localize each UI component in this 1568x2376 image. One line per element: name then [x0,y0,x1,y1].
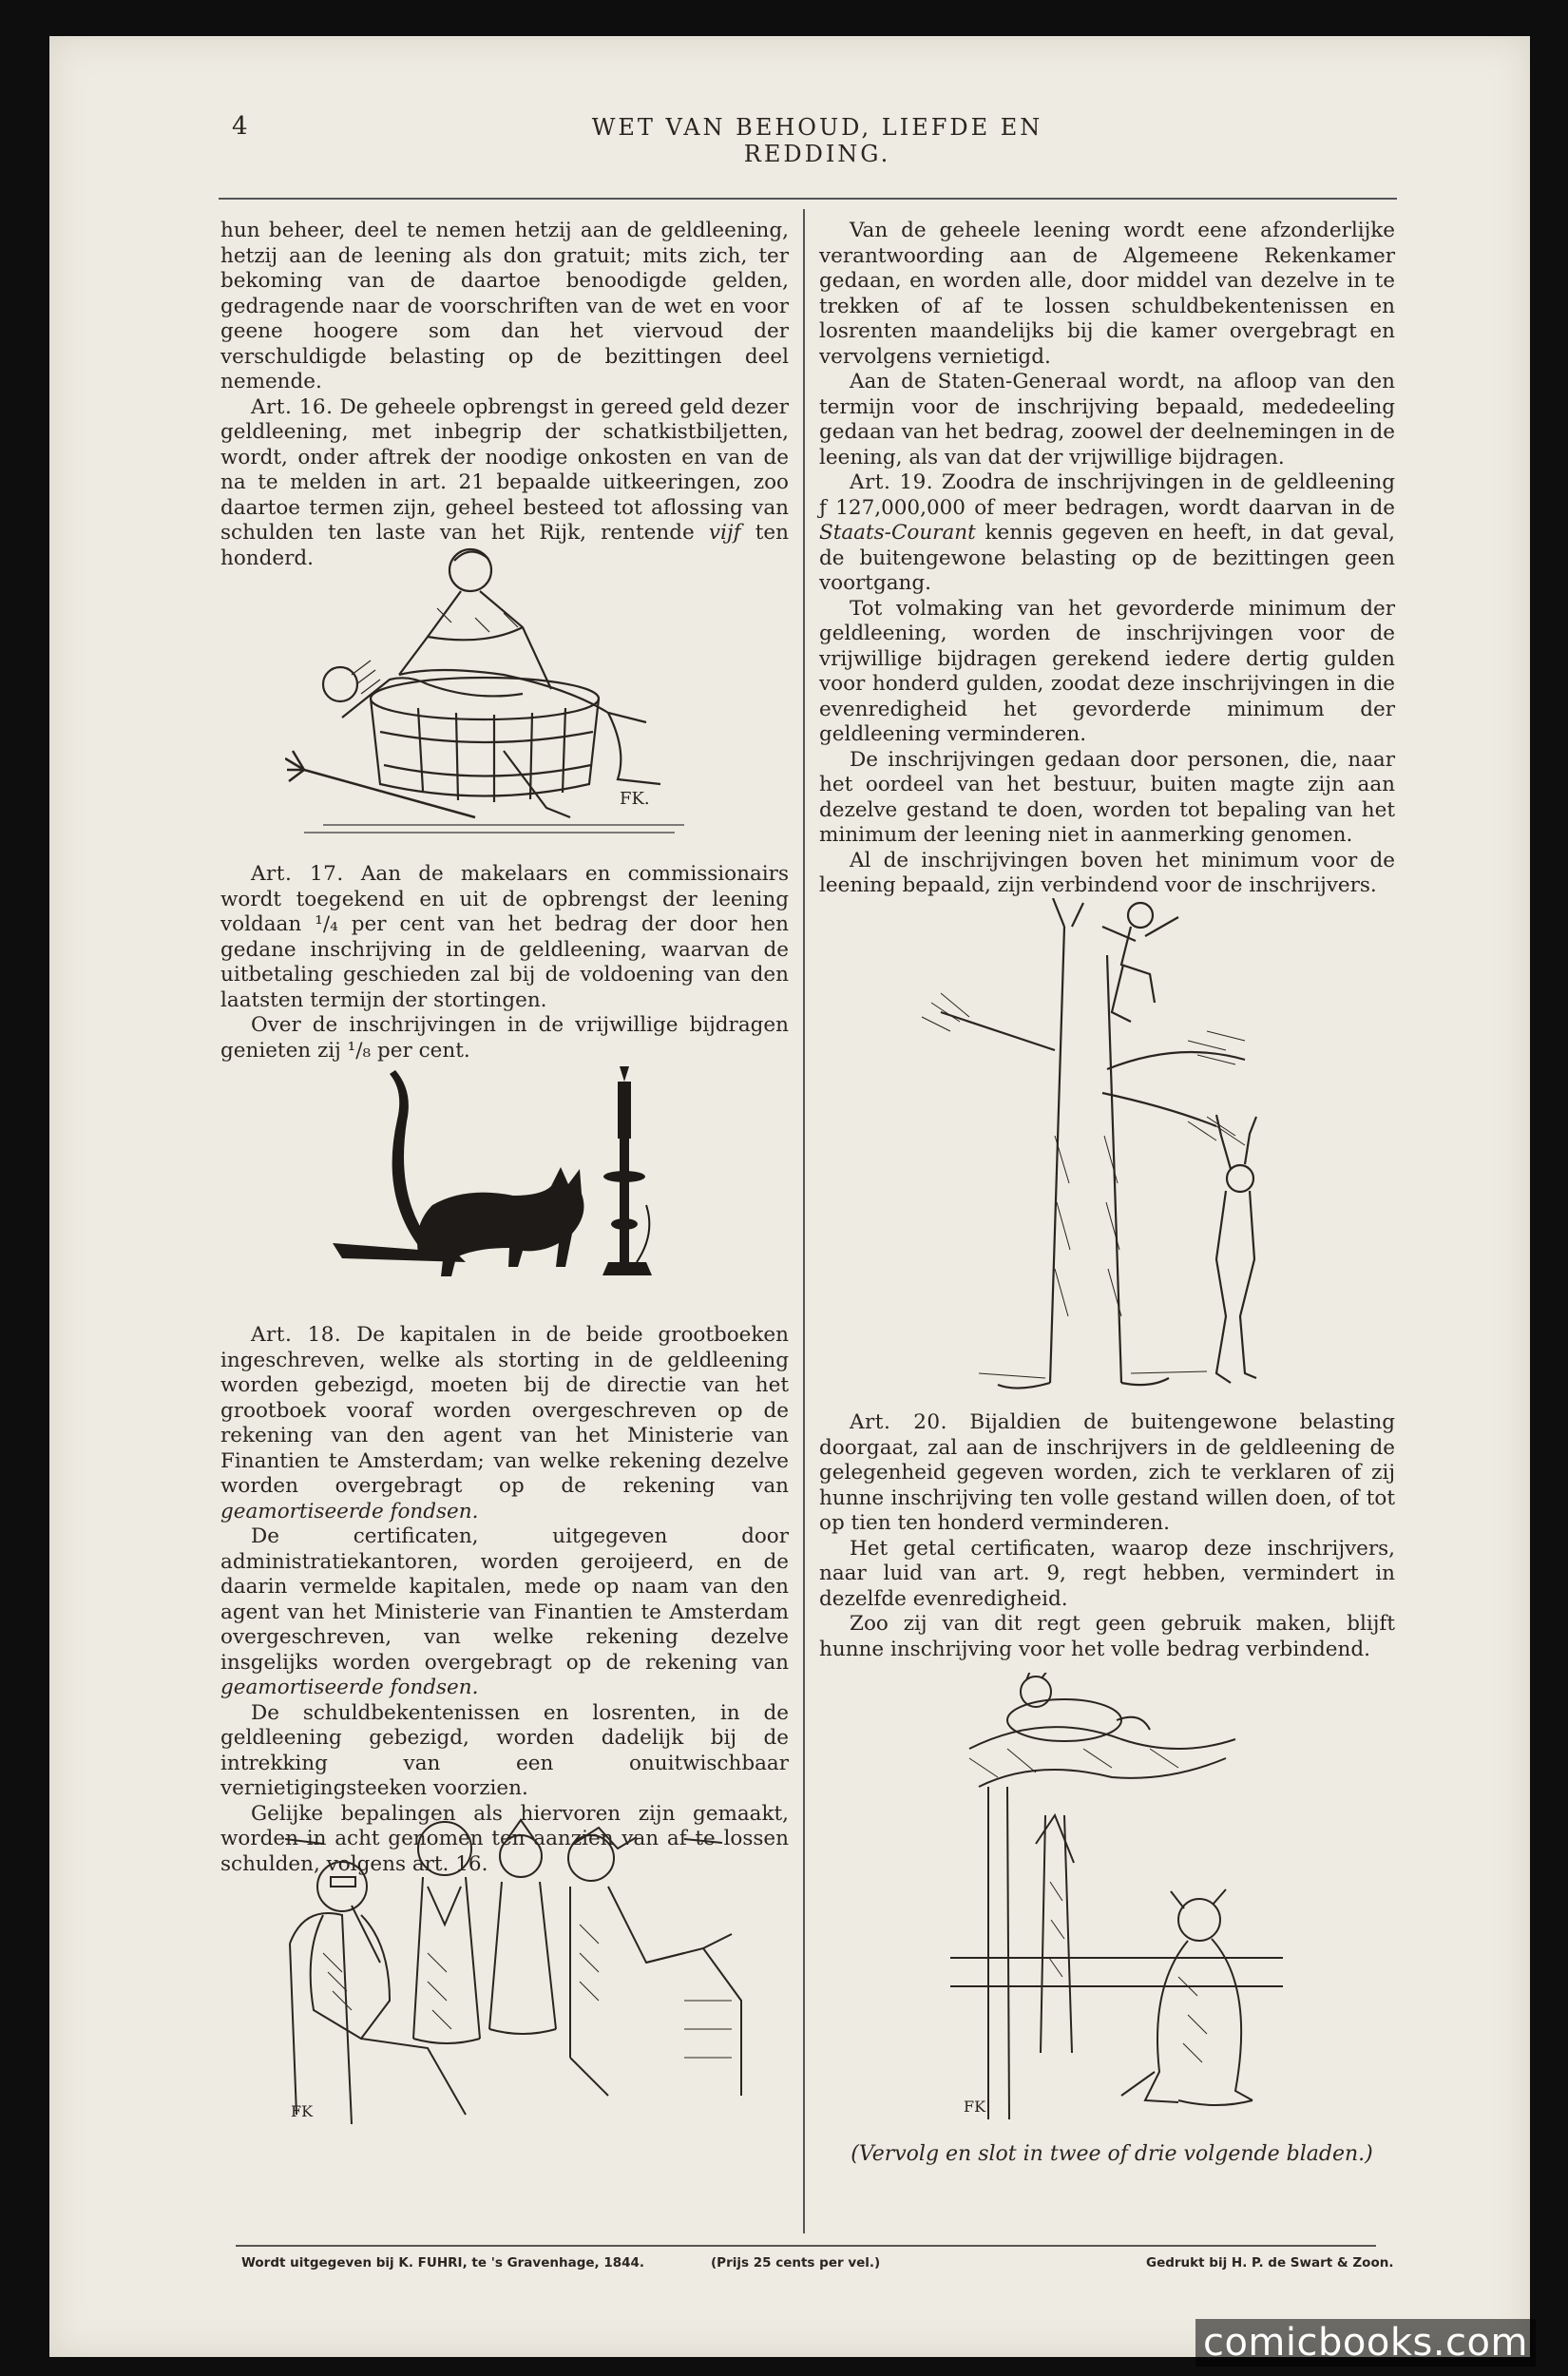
art17-paragraph [220,862,789,1013]
art19-italic: Staats-Courant [819,521,976,545]
art19-paragraph-3: De inschrijvingen gedaan door personen, die, naar het oordeel van het bestuur, buiten magte zijn aan dezelve gestand te doen, worden tot bepaling van het minimum der leening niet in aanmerking genomen. [819,747,1395,847]
art16-italic: vijf [708,521,741,545]
continuation-note: (Vervolg en slot in twee of drie volgende bladen.) [851,2142,1373,2166]
left-column-top [220,219,789,571]
art19-paragraph-2: Tot volmaking van het gevorderde minimum der geldleening, worden de inschrijvingen voor de vrijwillige bijdragen gerekend iedere dertig gulden voor honderd gulden, zoodat deze inschrijvingen in die evenredigheid het gevorderde minimum der geldleening verminderen. [819,596,1395,746]
art18-paragraph-4: Gelijke bepalingen als hiervoren zijn gemaakt, worden in acht genomen ten aanzien van af te lossen schulden, volgens art. 16. [220,1801,789,1876]
watermark: comicbooks.com [1195,2319,1536,2366]
art18-paragraph-2 [220,1524,789,1701]
art16-text: De geheele opbrengst in gereed geld dezer geldleening, met inbegrip der schatkistbiljetten, wordt, onder aftrek der noodige onkosten en van de na te melden in art. 21 bepaalde uitkeeringen, zoo daartoe termen zijn, geheel besteed tot aflossing van schulden ten laste van het Rijk, rentende [220,394,789,545]
footer-publisher: Wordt uitgegeven bij K. FUHRI, te 's Gravenhage, 1844. [241,2255,645,2271]
art19-text-end: kennis gegeven en heeft, in dat geval, de buitengewone belasting op de bezittingen geen voortgang. [819,521,1395,595]
right-column-top [819,219,1395,899]
art18-paragraph-3: De schuldbekentenissen en losrenten, in de geldleening gebezigd, worden dadelijk bij de intrekking van een onuitwischbaar vernietigingsteeken voorzien. [220,1700,789,1800]
signature-fk-2: FK [291,2102,314,2120]
art18-para2-text: De certificaten, uitgegeven door administratiekantoren, worden geroijeerd, en de daarin vermelde kapitalen, mede op naam van den agent van het Ministerie van Finantien te Amsterdam overgeschreven, van welke rekening dezelve insgelijks worden overgebragt op de rekening van [220,1524,789,1675]
art18-paragraph [220,1323,789,1524]
art19-label: Art. 19. [850,470,934,494]
illustration-cat-candle [323,1063,665,1291]
art20-paragraph [819,1410,1395,1537]
column-divider [803,209,805,2233]
art20-text: Bijaldien de buitengewone belasting doorgaat, zal aan de inschrijvers in de geldleening de gelegenheid gegeven worden, zich te verklaren of zij hunne inschrijving ten volle gestand willen doen, of tot op tien ten honderd verminderen. [819,1410,1395,1535]
art20-paragraph-2: Het getal certificaten, waarop deze inschrijvers, naar luid van art. 9, regt hebben, vermindert in dezelfde evenredigheid. [819,1536,1395,1611]
art18-text: De kapitalen in de beide grootboeken ingeschreven, welke als storting in de geldleening worden gebezigd, moeten bij de directie van het grootboek vooraf worden overgeschreven op de rekening van den agent van het Ministerie van Finantien te Amsterdam; van welke rekening dezelve worden overgebragt op de rekening van [220,1323,789,1498]
art16-text-end: ten honderd. [220,521,789,570]
art17-text: Aan de makelaars en commissionairs wordt toegekend en uit de opbrengst der leening voldaan ¹/₄ per cent van het bedrag der door hen gedane inschrijving in de geldleening, waarvan de uitbetaling geschieden zal bij de voldoening van den laatsten termijn der stortingen. [220,862,789,1012]
footer-rule [236,2245,1376,2247]
right-intro-paragraph-1: Van de geheele leening wordt eene afzonderlijke verantwoording aan de Algemeene Rekenkamer gedaan, en worden alle, door middel van dezelve in te trekken of af te lossen schuldbekentenissen en losrenten maandelijks bij die kamer overgebragt en vervolgens vernietigd. [819,219,1395,369]
footer-printer: Gedrukt bij H. P. de Swart & Zoon. [1146,2255,1394,2271]
left-column-art17 [220,862,789,1063]
art16-label: Art. 16. [251,394,334,419]
group-of-men-drawing [285,1811,760,2124]
tub-scene-drawing [285,532,703,836]
boys-tree-drawing [903,898,1311,1392]
art18-italic: geamortiseerde fondsen. [220,1499,479,1523]
illustration-group-of-men [285,1811,760,2124]
illustration-cat-dog [950,1673,1283,2119]
illustration-tub-scene [285,532,703,836]
left-column-art18 [220,1323,789,1877]
cat-candle-drawing [323,1063,665,1291]
art20-label: Art. 20. [850,1410,947,1434]
art19-text: Zoodra de inschrijvingen in de geldleening ƒ 127,000,000 of meer bedragen, wordt daarvan in de [819,470,1395,520]
signature-fk-1: FK. [620,789,650,809]
art17-label: Art. 17. [251,862,344,886]
art20-paragraph-3: Zoo zij van dit regt geen gebruik maken, blijft hunne inschrijving voor het volle bedrag verbindend. [819,1612,1395,1661]
illustration-boys-tree [903,898,1311,1392]
art19-paragraph [819,470,1395,597]
signature-fk-3: FK [964,2098,986,2116]
running-title: WET VAN BEHOUD, LIEFDE EN REDDING. [591,114,1043,167]
footer-price: (Prijs 25 cents per vel.) [711,2255,881,2271]
page-number: 4 [232,112,248,141]
right-column-art20 [819,1410,1395,1662]
left-intro-paragraph: hun beheer, deel te nemen hetzij aan de geldleening, hetzij aan de leening als don gratuit; mits zich, ter bekoming van de daartoe benoodigde gelden, gedragende naar de voorschriften van de wet en voor geene hoogere som dan het viervoud der verschuldigde belasting op de bezittingen deel nemende. [220,219,789,393]
header-rule [219,198,1397,200]
art17-paragraph-2: Over de inschrijvingen in de vrijwillige bijdragen genieten zij ¹/₈ per cent. [220,1013,789,1063]
art19-paragraph-4: Al de inschrijvingen boven het minimum voor de leening bepaald, zijn verbindend voor de inschrijvers. [819,848,1395,897]
right-intro-paragraph-2: Aan de Staten-Generaal wordt, na afloop van den termijn voor de inschrijving bepaald, mededeeling gedaan van het bedrag, zoowel der deelnemingen in de leening, als van dat der vrijwillige bijdragen. [819,370,1395,469]
art18-label: Art. 18. [251,1323,342,1347]
art18-para2-italic: geamortiseerde fondsen. [220,1676,479,1699]
cat-dog-drawing [950,1673,1283,2119]
